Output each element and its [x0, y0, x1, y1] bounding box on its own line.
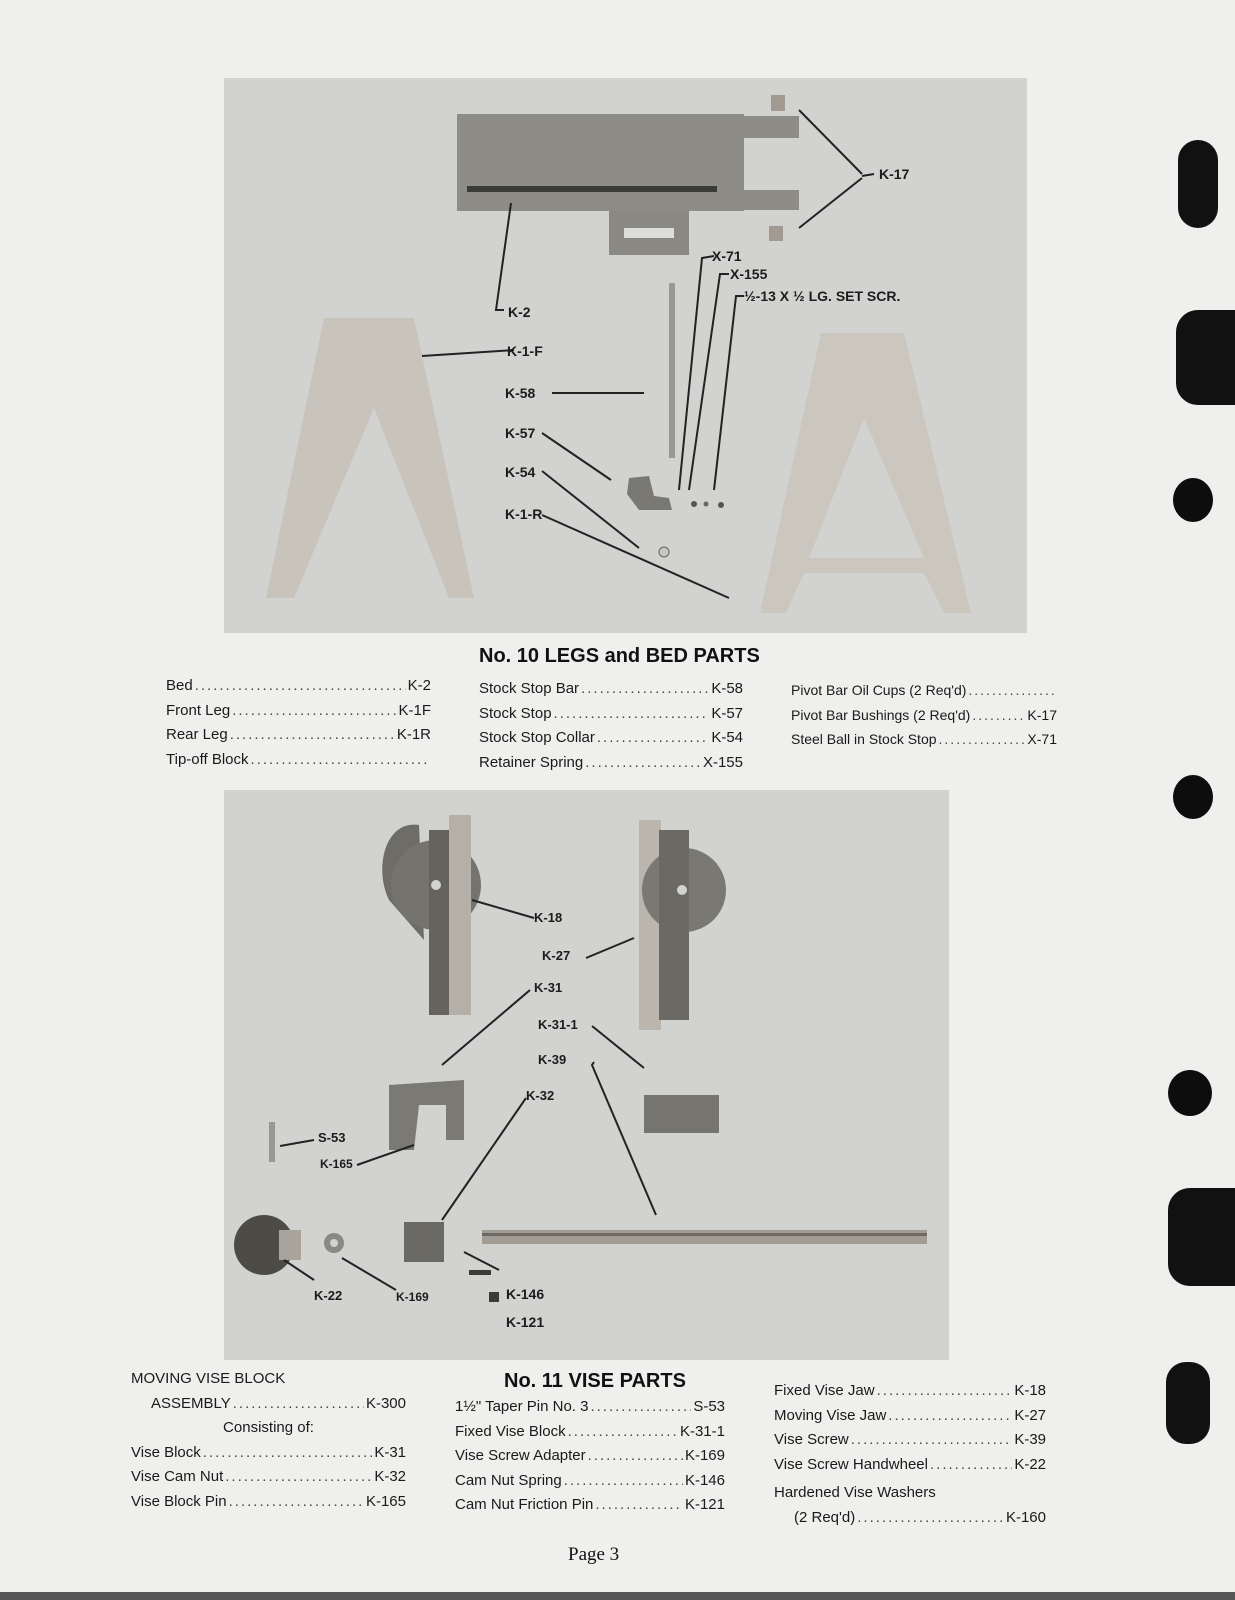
vise-parts-photo [224, 790, 949, 1360]
page-number: Page 3 [568, 1544, 620, 1565]
list-item: Front Leg ..... K-1F [166, 702, 431, 727]
list-item: 1½" Taper Pin No. 3 ..... S-53 [455, 1398, 725, 1423]
legs-bed-photo [224, 78, 1027, 633]
section11-col2 [455, 1398, 725, 1521]
vise-parts-illustration [224, 790, 949, 1360]
list-item: Fixed Vise Block ..... K-31-1 [455, 1423, 725, 1448]
callout-k17: K-17 [879, 166, 910, 182]
list-item: Vise Cam Nut ..... K-32 [131, 1468, 406, 1493]
callout-k39: K-39 [538, 1052, 567, 1067]
callout-k169: K-169 [396, 1290, 429, 1304]
punch-hole [1173, 478, 1213, 522]
section10-col1 [166, 677, 431, 775]
callout-k27: K-27 [542, 948, 571, 963]
binder-tab [1178, 140, 1218, 228]
list-item: Pivot Bar Oil Cups (2 Req'd) ..... [791, 682, 1057, 707]
list-item: Cam Nut Friction Pin ..... K-121 [455, 1496, 725, 1521]
legs-bed-illustration [224, 78, 1027, 633]
list-item: Hardened Vise Washers [774, 1484, 936, 1501]
callout-k165: K-165 [320, 1157, 353, 1171]
callout-k58: K-58 [505, 385, 536, 401]
binder-tab [1166, 1362, 1210, 1444]
callout-k1f: K-1-F [507, 343, 543, 359]
callout-x71: X-71 [712, 248, 742, 264]
list-item: Pivot Bar Bushings (2 Req'd) ..... K-17 [791, 707, 1057, 732]
list-item: ASSEMBLY ..... K-300 [131, 1395, 406, 1420]
list-item: Stock Stop Bar ..... K-58 [479, 680, 743, 705]
callout-k121: K-121 [506, 1314, 545, 1330]
list-item: Vise Block Pin ..... K-165 [131, 1493, 406, 1518]
callout-k146: K-146 [506, 1286, 545, 1302]
section11-title: No. 11 VISE PARTS [504, 1370, 686, 1392]
section10-col2 [479, 680, 743, 778]
callout-k2: K-2 [508, 304, 531, 320]
callout-k31: K-31 [534, 980, 563, 995]
list-item: Moving Vise Jaw ..... K-27 [774, 1407, 1046, 1432]
binder-tab [1168, 1188, 1235, 1286]
callout-k54: K-54 [505, 464, 536, 480]
page-bottom-edge [0, 1592, 1235, 1600]
callout-x155: X-155 [730, 266, 768, 282]
punch-hole [1173, 775, 1213, 819]
list-item: MOVING VISE BLOCK [131, 1370, 286, 1387]
list-item: Vise Screw ..... K-39 [774, 1431, 1046, 1456]
list-item: Vise Screw Handwheel ..... K-22 [774, 1456, 1046, 1481]
binder-tab [1176, 310, 1235, 405]
list-item: Cam Nut Spring ..... K-146 [455, 1472, 725, 1497]
list-item: Consisting of: [223, 1419, 314, 1436]
section10-col3 [791, 682, 1057, 756]
list-item: Steel Ball in Stock Stop ..... X-71 [791, 731, 1057, 756]
punch-hole [1168, 1070, 1212, 1116]
list-item: Bed ..... K-2 [166, 677, 431, 702]
callout-k18: K-18 [534, 910, 563, 925]
list-item: Tip-off Block ..... [166, 751, 431, 776]
callout-k1r: K-1-R [505, 506, 543, 522]
section11-col1 [131, 1370, 406, 1517]
list-item: Stock Stop Collar ..... K-54 [479, 729, 743, 754]
section10-title: No. 10 LEGS and BED PARTS [479, 645, 760, 667]
list-item: Rear Leg ..... K-1R [166, 726, 431, 751]
list-item: Vise Block ..... K-31 [131, 1444, 406, 1469]
list-item: Vise Screw Adapter ..... K-169 [455, 1447, 725, 1472]
list-item: Retainer Spring ..... X-155 [479, 754, 743, 779]
callout-k31-1: K-31-1 [538, 1017, 578, 1032]
section11-col3 [774, 1382, 1046, 1533]
list-item: (2 Req'd) ..... K-160 [774, 1509, 1046, 1534]
callout-set-screw: ½-13 X ½ LG. SET SCR. [744, 288, 901, 304]
list-item: Fixed Vise Jaw ..... K-18 [774, 1382, 1046, 1407]
list-item: Stock Stop ..... K-57 [479, 705, 743, 730]
callout-k57: K-57 [505, 425, 536, 441]
callout-s53: S-53 [318, 1130, 346, 1145]
callout-k22: K-22 [314, 1288, 343, 1303]
callout-k32: K-32 [526, 1088, 555, 1103]
